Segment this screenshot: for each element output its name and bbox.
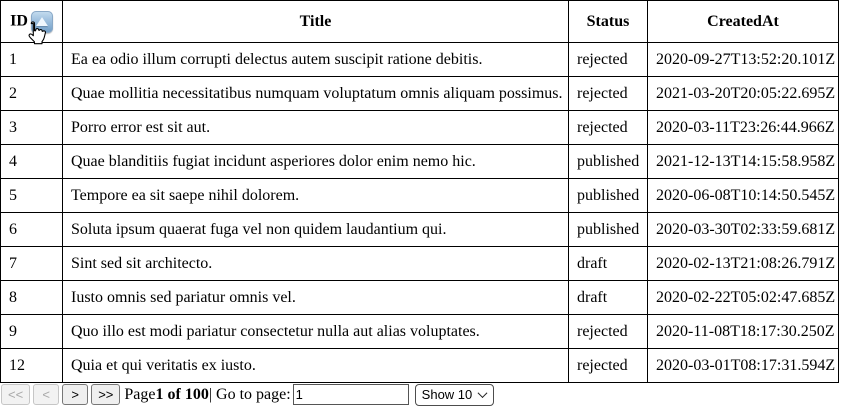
cell-status: rejected [569, 43, 648, 77]
first-page-button[interactable]: << [1, 384, 30, 405]
table-row [1, 247, 839, 281]
prev-page-button[interactable]: < [33, 384, 59, 405]
cell-status: published [569, 145, 648, 179]
table-body [1, 43, 839, 383]
cell-title: Quo illo est modi pariatur consectetur nulla aut alias voluptates. [63, 315, 569, 349]
cell-status: published [569, 179, 648, 213]
cell-createdat: 2020-03-30T02:33:59.681Z [648, 213, 839, 247]
page-info: 1 of 100 [155, 385, 209, 403]
cell-title: Quia et qui veritatis ex iusto. [63, 349, 569, 383]
cell-id: 7 [1, 247, 63, 281]
cell-createdat: 2020-03-11T23:26:44.966Z [648, 111, 839, 145]
cell-title: Iusto omnis sed pariatur omnis vel. [63, 281, 569, 315]
cell-id: 8 [1, 281, 63, 315]
cell-id: 5 [1, 179, 63, 213]
cell-createdat: 2020-03-01T08:17:31.594Z [648, 349, 839, 383]
cell-title: Ea ea odio illum corrupti delectus autem suscipit ratione debitis. [63, 43, 569, 77]
goto-page-label: | Go to page: [208, 385, 291, 403]
chevron-down-icon [478, 388, 488, 398]
table-row [1, 43, 839, 77]
table-header [1, 1, 839, 43]
next-page-button[interactable]: > [62, 384, 88, 405]
cell-title: Soluta ipsum quaerat fuga vel non quidem laudantium qui. [63, 213, 569, 247]
table-row [1, 349, 839, 383]
cell-createdat: 2020-09-27T13:52:20.101Z [648, 43, 839, 77]
cell-status: rejected [569, 315, 648, 349]
cell-id: 12 [1, 349, 63, 383]
cell-title: Porro error est sit aut. [63, 111, 569, 145]
page-prefix: Page [124, 385, 156, 403]
table-row [1, 281, 839, 315]
cell-status: rejected [569, 111, 648, 145]
cell-createdat: 2021-12-13T14:15:58.958Z [648, 145, 839, 179]
table-row [1, 179, 839, 213]
cell-createdat: 2020-06-08T10:14:50.545Z [648, 179, 839, 213]
cell-id: 9 [1, 315, 63, 349]
cell-createdat: 2020-11-08T18:17:30.250Z [648, 315, 839, 349]
last-page-button[interactable]: >> [91, 384, 120, 405]
page-size-select[interactable] [415, 384, 495, 406]
cell-id: 1 [1, 43, 63, 77]
header-row [1, 1, 839, 43]
column-header-title[interactable]: Title [63, 1, 569, 43]
cell-status: draft [569, 247, 648, 281]
goto-page-input[interactable] [293, 384, 409, 405]
column-header-id[interactable] [1, 1, 63, 43]
cell-id: 6 [1, 213, 63, 247]
table-row [1, 111, 839, 145]
cell-id: 4 [1, 145, 63, 179]
column-header-id-label: ID [10, 12, 28, 30]
cell-title: Sint sed sit architecto. [63, 247, 569, 281]
cell-createdat: 2020-02-22T05:02:47.685Z [648, 281, 839, 315]
sort-ascending-icon[interactable] [31, 11, 53, 33]
cell-status: draft [569, 281, 648, 315]
cell-title: Tempore ea sit saepe nihil dolorem. [63, 179, 569, 213]
table-row [1, 77, 839, 111]
table-row [1, 145, 839, 179]
cell-status: rejected [569, 349, 648, 383]
cell-createdat: 2020-02-13T21:08:26.791Z [648, 247, 839, 281]
cell-title: Quae blanditiis fugiat incidunt asperiores dolor enim nemo hic. [63, 145, 569, 179]
pagination-bar [0, 383, 844, 406]
table-row [1, 315, 839, 349]
column-header-createdat[interactable]: CreatedAt [648, 1, 839, 43]
cell-title: Quae mollitia necessitatibus numquam voluptatum omnis aliquam possimus. [63, 77, 569, 111]
cell-status: published [569, 213, 648, 247]
cell-id: 2 [1, 77, 63, 111]
cell-id: 3 [1, 111, 63, 145]
page-indicator [124, 386, 290, 404]
cell-status: rejected [569, 77, 648, 111]
page-size-label: Show 10 [421, 387, 473, 402]
table-row [1, 213, 839, 247]
column-header-status[interactable]: Status [569, 1, 648, 43]
cell-createdat: 2021-03-20T20:05:22.695Z [648, 77, 839, 111]
